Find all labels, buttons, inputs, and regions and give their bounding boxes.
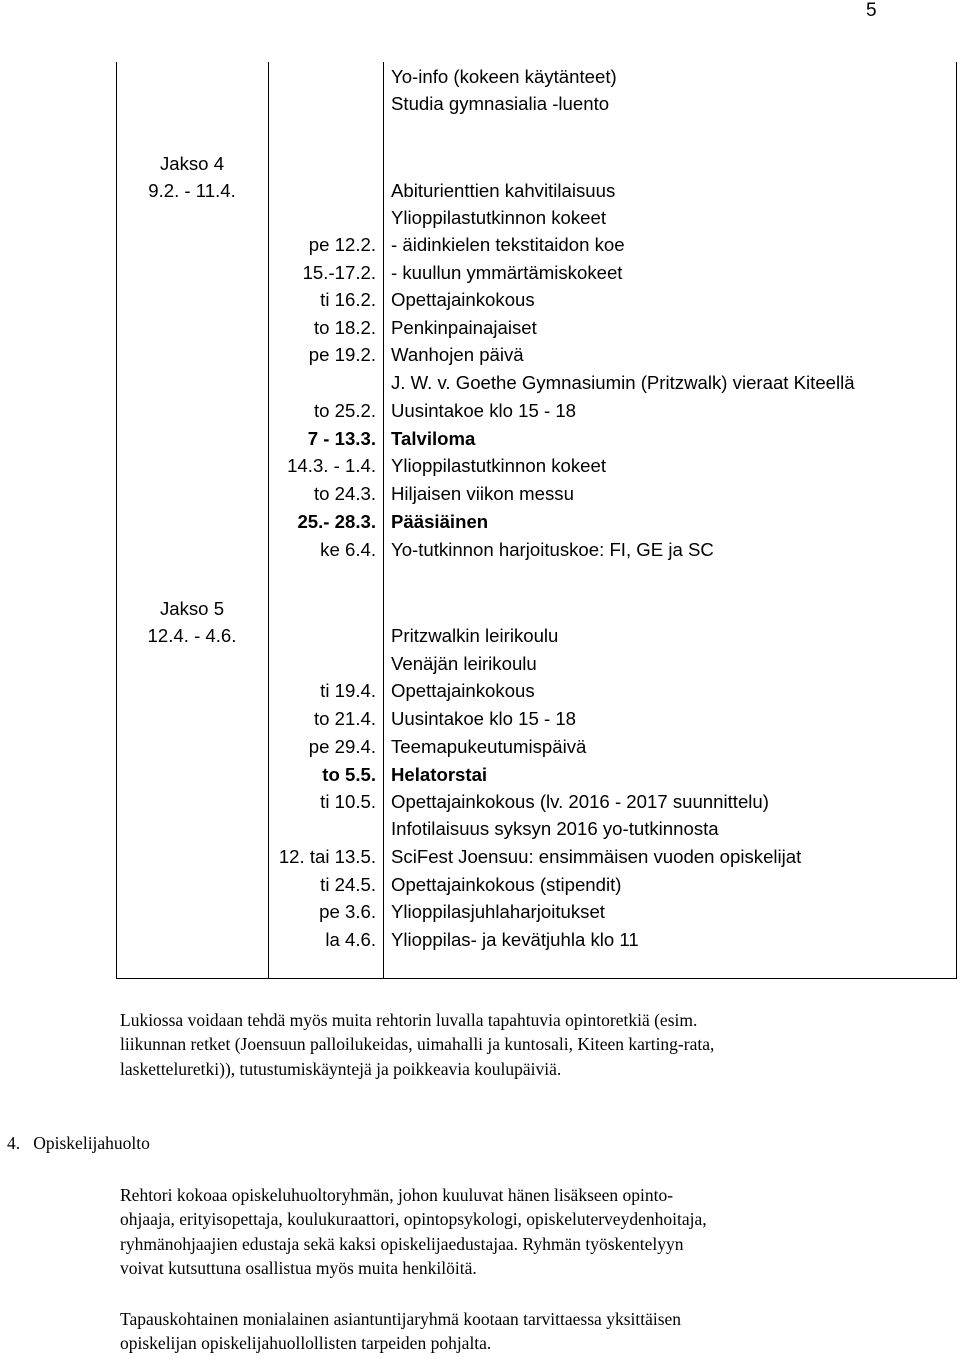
table-border-right: [956, 62, 957, 979]
event-text: Uusintakoe klo 15 - 18: [391, 708, 577, 729]
intro-event: Studia gymnasialia -luento: [391, 93, 610, 114]
event-text: Opettajainkokous: [391, 680, 535, 701]
event-date: 12. tai 13.5.: [278, 846, 376, 867]
paragraph-line: Tapauskohtainen monialainen asiantuntijaryhmä kootaan tarvittaessa yksittäisen: [120, 1309, 682, 1329]
event-text: Ylioppilasjuhlaharjoitukset: [391, 901, 605, 922]
event-text: Wanhojen päivä: [391, 344, 524, 365]
event-text: Infotilaisuus syksyn 2016 yo-tutkinnosta: [391, 818, 719, 839]
paragraph-line: opiskelijan opiskelijahuollollisten tarpeiden pohjalta.: [120, 1333, 492, 1354]
table-border-mid2: [383, 62, 384, 979]
event-date: pe 12.2.: [308, 234, 376, 255]
paragraph-line: ohjaaja, erityisopettaja, koulukuraattori, opintopsykologi, opiskeluterveydenhoitaja,: [120, 1209, 707, 1230]
event-text: SciFest Joensuu: ensimmäisen vuoden opiskelijat: [391, 846, 802, 867]
event-text: J. W. v. Goethe Gymnasiumin (Pritzwalk) vieraat Kiteellä: [391, 372, 855, 393]
event-date: ti 10.5.: [320, 791, 376, 812]
period-title: Jakso 5: [159, 598, 225, 619]
event-date: to 24.3.: [313, 483, 376, 504]
table-border-bottom: [116, 978, 957, 979]
event-date: la 4.6.: [325, 929, 376, 950]
event-text: Hiljaisen viikon messu: [391, 483, 574, 504]
event-text: - äidinkielen tekstitaidon koe: [391, 234, 625, 255]
paragraph-line: voivat kutsuttuna osallistua myös muita henkilöitä.: [120, 1257, 477, 1278]
event-text: Opettajainkokous (lv. 2016 - 2017 suunnittelu): [391, 791, 769, 812]
section-heading: 4. Opiskelijahuolto: [7, 1133, 150, 1153]
event-date: 15.-17.2.: [302, 262, 376, 283]
event-text: Teemapukeutumispäivä: [391, 736, 587, 757]
event-text: Opettajainkokous: [391, 289, 535, 310]
period-range: 9.2. - 11.4.: [148, 180, 236, 201]
period-range: 12.4. - 4.6.: [147, 625, 237, 646]
event-date: 14.3. - 1.4.: [287, 455, 376, 476]
event-date: to 25.2.: [313, 400, 376, 421]
event-text: Pääsiäinen: [391, 511, 489, 532]
event-date: 25.- 28.3.: [297, 511, 376, 532]
event-date: ti 16.2.: [320, 289, 376, 310]
event-date: ti 19.4.: [320, 680, 376, 701]
event-text: Opettajainkokous (stipendit): [391, 874, 622, 895]
event-date: pe 29.4.: [308, 736, 376, 757]
event-text: Penkinpainajaiset: [391, 317, 537, 338]
event-text: Abiturienttien kahvitilaisuus: [391, 180, 616, 201]
event-date: to 18.2.: [313, 317, 376, 338]
note-line: Lukiossa voidaan tehdä myös muita rehtorin luvalla tapahtuvia opintoretkiä (esim.: [120, 1010, 698, 1030]
paragraph-line: Rehtori kokoaa opiskeluhuoltoryhmän, johon kuuluvat hänen lisäkseen opinto-: [120, 1185, 674, 1205]
event-date: to 5.5.: [322, 764, 376, 785]
event-text: Helatorstai: [391, 764, 488, 785]
event-text: Venäjän leirikoulu: [391, 653, 537, 674]
event-text: - kuullun ymmärtämiskokeet: [391, 262, 623, 283]
event-text: Ylioppilas- ja kevätjuhla klo 11: [391, 929, 639, 950]
event-text: Talviloma: [391, 428, 476, 449]
event-text: Pritzwalkin leirikoulu: [391, 625, 559, 646]
event-date: to 21.4.: [313, 708, 376, 729]
paragraph-welfare-group: [120, 1183, 880, 1280]
event-date: ke 6.4.: [320, 539, 376, 560]
event-date: pe 3.6.: [319, 901, 376, 922]
paragraph-line: ryhmänohjaajien edustaja sekä kaksi opiskelijaedustajaa. Ryhmän työskentelyyn: [120, 1233, 684, 1254]
event-date: ti 24.5.: [320, 874, 376, 895]
page-number: 5: [866, 0, 877, 21]
excursion-note: [120, 1008, 880, 1081]
paragraph-expert-group: [120, 1307, 880, 1356]
event-text: Ylioppilastutkinnon kokeet: [391, 207, 606, 228]
event-text: Yo-tutkinnon harjoituskoe: FI, GE ja SC: [391, 539, 714, 560]
event-text: Uusintakoe klo 15 - 18: [391, 400, 577, 421]
note-line: liikunnan retket (Joensuun palloilukeidas, uimahalli ja kuntosali, Kiteen karting-rata,: [120, 1034, 715, 1055]
intro-event: Yo-info (kokeen käytänteet): [391, 66, 617, 87]
event-date: 7 - 13.3.: [307, 428, 376, 449]
event-date: pe 19.2.: [308, 344, 376, 365]
event-text: Ylioppilastutkinnon kokeet: [391, 455, 606, 476]
period-title: Jakso 4: [159, 153, 225, 174]
note-line: lasketteluretki)), tutustumiskäyntejä ja poikkeavia koulupäiviä.: [120, 1058, 562, 1079]
